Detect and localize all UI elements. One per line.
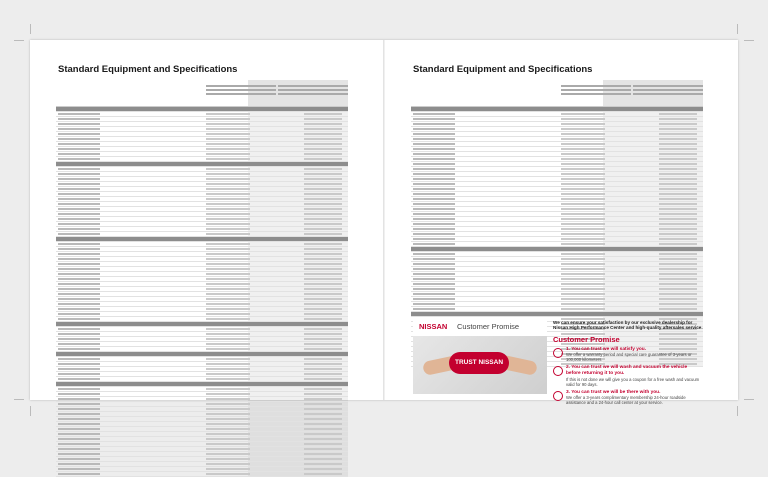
crop-mark [30, 24, 31, 34]
promise-item-head: 3. You can trust we will be there with you. [566, 389, 661, 395]
left-page-title: Standard Equipment and Specifications [58, 64, 238, 75]
promise-intro: We can ensure your satisfaction by our exclusive dealership for Nissan High Performance Center and high-quality aftersales service. [553, 320, 703, 331]
trust-nissan-badge: TRUST NISSAN [449, 352, 509, 374]
table-header [411, 80, 703, 107]
promise-item [553, 347, 703, 363]
crop-mark [14, 40, 24, 41]
promise-item-body: If this is not done we will give you a coupon for a free wash and vacuum valid for 90 days. [566, 376, 700, 387]
banner-heading: Customer Promise [457, 322, 520, 331]
crop-mark [14, 399, 24, 400]
crop-mark [737, 24, 738, 34]
promise-item [553, 365, 703, 386]
banner-header [413, 318, 547, 336]
specifications-table-left [56, 80, 348, 477]
document-spread [30, 40, 738, 406]
phone-icon [553, 391, 563, 401]
column-header [206, 83, 276, 97]
crop-mark [744, 40, 754, 41]
promise-item-body: We offer a 3-years complimentary membership 24-hour roadside assistance and a 24-hour call center at your service. [566, 395, 686, 406]
customer-promise-banner [413, 318, 547, 394]
crop-mark [30, 406, 31, 416]
customer-promise-text [553, 320, 703, 405]
promise-title: Customer Promise [553, 334, 620, 344]
thumb-icon [553, 348, 563, 358]
column-header [561, 83, 631, 97]
right-page-title: Standard Equipment and Specifications [413, 64, 593, 75]
nissan-logo-text: NISSAN [419, 322, 448, 331]
crop-mark [744, 399, 754, 400]
car-wash-icon [553, 366, 563, 376]
promise-item-body: We offer a warranty period and special care guarantee of 3-years or 100,000 kilometers. [566, 352, 692, 363]
promise-item-head: 1. You can trust we will satisfy you. [566, 346, 647, 352]
table-row [56, 472, 348, 477]
left-page [30, 40, 383, 400]
promise-item-head: 2. You can trust we will wash and vacuum the vehicle before returning it to you. [566, 365, 688, 376]
column-header [278, 83, 348, 97]
crop-mark [737, 406, 738, 416]
column-header [633, 83, 703, 97]
promise-item [553, 390, 703, 406]
right-page [385, 40, 738, 406]
table-header [56, 80, 348, 107]
